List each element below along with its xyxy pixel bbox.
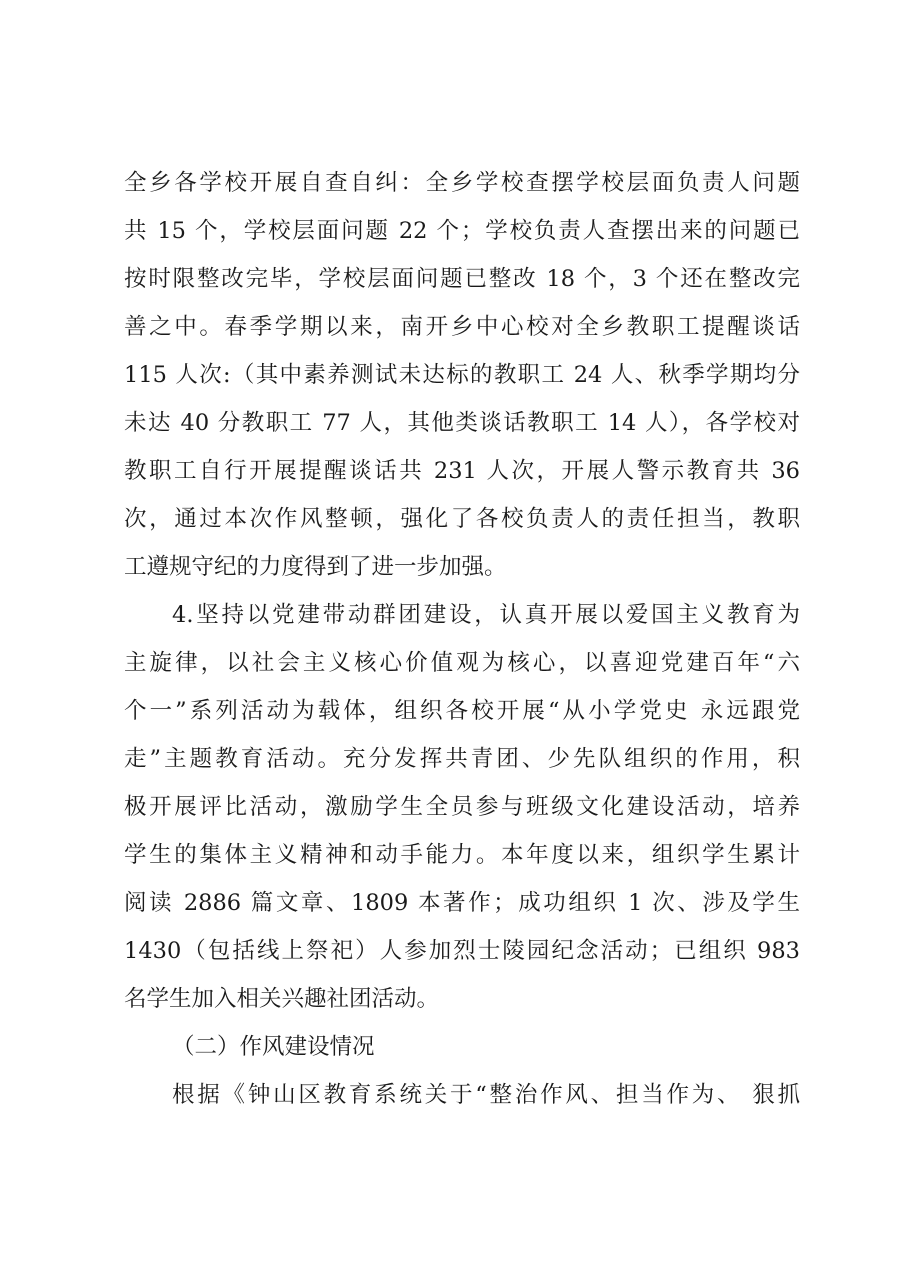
paragraph-2-line: 名学生加入相关兴趣社团活动。 (124, 986, 440, 1012)
paragraph-2-line: 4.坚持以党建带动群团建设，认真开展以爱国主义教育为 (172, 602, 800, 628)
paragraph-1-line: 教职工自行开展提醒谈话共 231 人次，开展人警示教育共 36 (124, 458, 800, 484)
paragraph-2-line: 学生的集体主义精神和动手能力。本年度以来，组织学生累计 (124, 842, 800, 868)
paragraph-2-line: 极开展评比活动，激励学生全员参与班级文化建设活动，培养 (124, 794, 800, 820)
paragraph-1-line: 次，通过本次作风整顿，强化了各校负责人的责任担当，教职 (124, 506, 800, 532)
paragraph-1-line: 善之中。春季学期以来，南开乡中心校对全乡教职工提醒谈话 (124, 314, 800, 340)
paragraph-2-line: 阅读 2886 篇文章、1809 本著作；成功组织 1 次、涉及学生 (124, 890, 800, 916)
paragraph-1-line: 全乡各学校开展自查自纠：全乡学校查摆学校层面负责人问题 (124, 170, 800, 196)
section-heading: （二）作风建设情况 (172, 1034, 375, 1060)
paragraph-2-line: 个一”系列活动为载体，组织各校开展“从小学党史 永远跟党 (124, 698, 800, 724)
paragraph-1-line: 按时限整改完毕，学校层面问题已整改 18 个，3 个还在整改完 (124, 266, 800, 292)
paragraph-2-line: 1430（包括线上祭祀）人参加烈士陵园纪念活动；已组织 983 (124, 938, 800, 964)
paragraph-3-line: 根据《钟山区教育系统关于“整治作风、担当作为、 狠抓 (172, 1082, 800, 1108)
paragraph-2-line: 走”主题教育活动。充分发挥共青团、少先队组织的作用，积 (124, 746, 800, 772)
paragraph-1-line: 共 15 个，学校层面问题 22 个；学校负责人查摆出来的问题已 (124, 218, 800, 244)
paragraph-1-line: 115 人次:（其中素养测试未达标的教职工 24 人、秋季学期均分 (124, 362, 800, 388)
paragraph-2-line: 主旋律，以社会主义核心价值观为核心，以喜迎党建百年“六 (124, 650, 800, 676)
paragraph-1-line: 工遵规守纪的力度得到了进一步加强。 (124, 554, 507, 580)
paragraph-1-line: 未达 40 分教职工 77 人，其他类谈话教职工 14 人），各学校对 (124, 410, 800, 436)
